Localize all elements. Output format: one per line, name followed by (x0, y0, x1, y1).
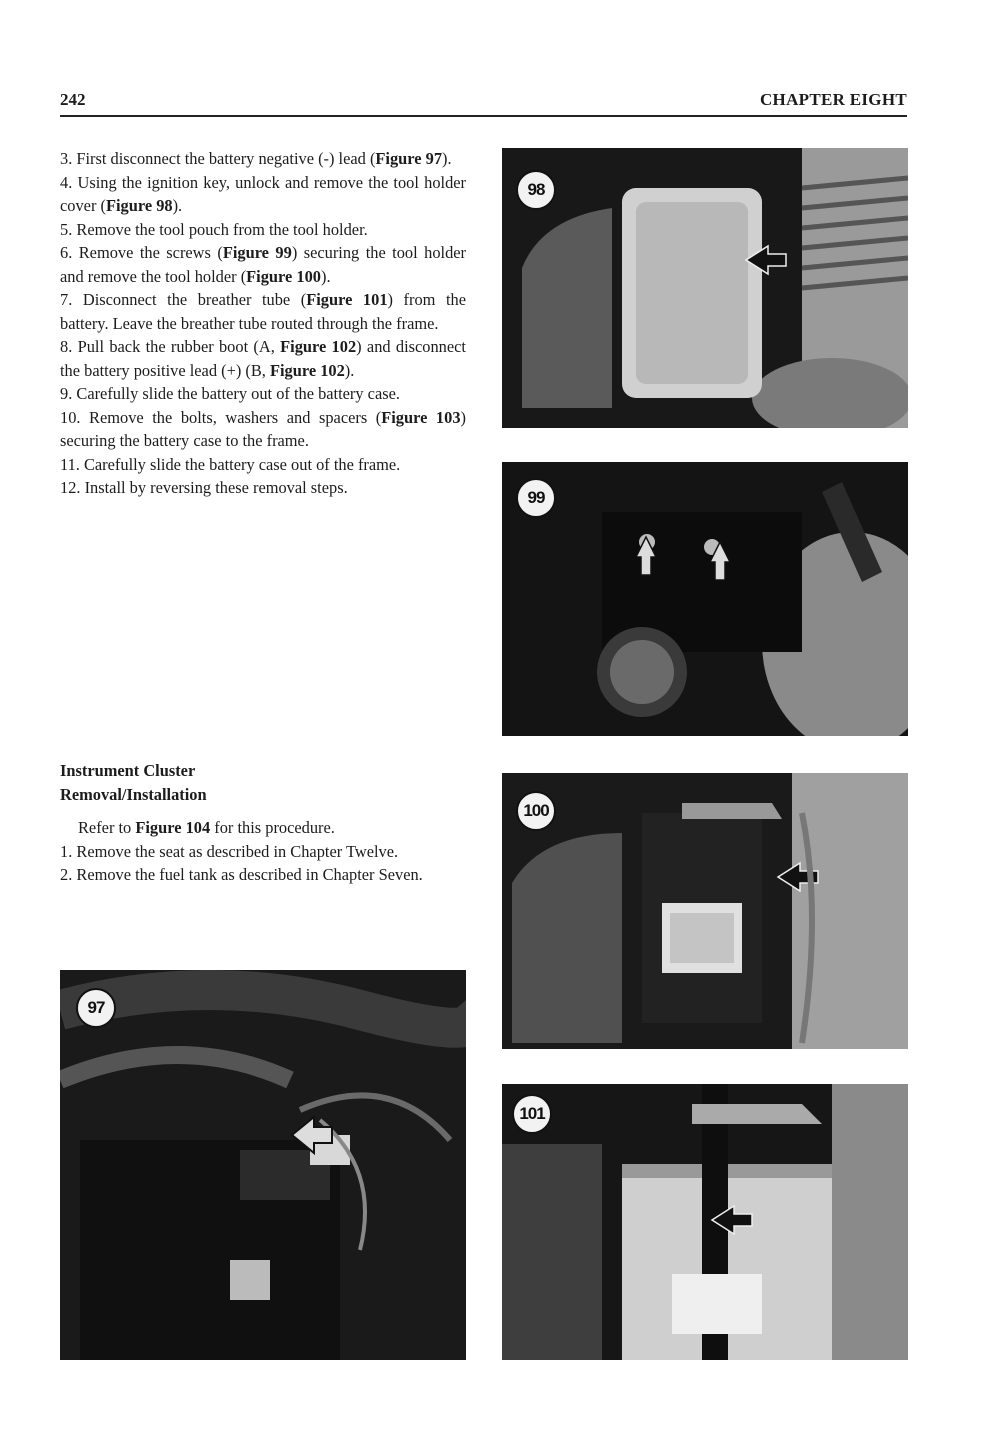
section-heading: Instrument Cluster (60, 761, 196, 780)
figure-ref: Figure 101 (306, 290, 388, 309)
intro-text: for this procedure. (210, 818, 335, 837)
breather-tube-photo (502, 1084, 908, 1360)
step-10 (60, 406, 466, 453)
step-text: 9. Carefully slide the battery out of the battery case. (60, 384, 400, 403)
figure-100-badge: 100 (516, 791, 556, 831)
step-6 (60, 241, 466, 288)
tool-holder-cover-photo (502, 148, 908, 428)
step-7 (60, 288, 466, 335)
figure-101-photo (502, 1084, 908, 1360)
step-text: 4. Using the ignition key, unlock and remove the tool holder cover ( (60, 172, 466, 215)
figure-ref: Figure 102 (269, 360, 345, 380)
section-subheading: Removal/Installation (60, 784, 207, 804)
section-intro (60, 816, 466, 840)
cluster-step-2: 2. Remove the fuel tank as described in Chapter Seven. (60, 865, 423, 884)
removal-steps (60, 147, 466, 500)
chapter-title: CHAPTER EIGHT (759, 90, 907, 109)
intro-text: Refer to (78, 818, 136, 837)
step-text: ) from the battery. Leave the breather tube routed through the frame. (60, 290, 466, 333)
tool-holder-screws-photo (502, 462, 908, 736)
step-text: ) securing the battery case to the frame. (60, 407, 466, 450)
step-text: 7. Disconnect the breather tube ( (60, 290, 307, 309)
figure-ref: Figure 103 (381, 407, 461, 427)
step-11 (60, 453, 466, 477)
figure-ref: Figure 102 (280, 337, 357, 356)
cluster-step-1: 1. Remove the seat as described in Chapter Twelve. (60, 841, 399, 861)
figure-ref: Figure 98 (105, 196, 173, 215)
step-text: 5. Remove the tool pouch from the tool holder. (60, 219, 368, 239)
figure-99-badge: 99 (516, 478, 556, 518)
step-9 (60, 382, 466, 406)
step-text: ) and disconnect the battery positive lead (+) (B, (60, 337, 466, 380)
step-8 (60, 335, 466, 382)
step-5 (60, 218, 466, 242)
figure-ref: Figure 99 (222, 243, 292, 262)
step-text: 12. Install by reversing these removal steps. (60, 478, 348, 497)
instrument-cluster-section (60, 759, 466, 887)
figure-99-photo (502, 462, 908, 736)
figure-98-photo (502, 148, 908, 428)
step-3 (60, 147, 466, 171)
step-text: 6. Remove the screws ( (60, 243, 223, 262)
header-rule (60, 115, 907, 117)
figure-101-badge: 101 (512, 1094, 552, 1134)
tool-holder-removed-photo (502, 773, 908, 1049)
battery-lead-photo (60, 970, 466, 1360)
step-text: ). (442, 149, 452, 168)
figure-ref: Figure 104 (135, 818, 211, 837)
figure-97-badge: 97 (76, 988, 116, 1028)
figure-98-badge: 98 (516, 170, 556, 210)
step-text: ). (172, 196, 183, 215)
step-text: 10. Remove the bolts, washers and spacers ( (60, 407, 382, 427)
page-number: 242 (60, 90, 86, 109)
step-text: 11. Carefully slide the battery case out of the frame. (60, 454, 401, 474)
figure-ref: Figure 97 (375, 149, 443, 168)
step-text: ). (320, 266, 331, 286)
step-text: 8. Pull back the rubber boot (A, (60, 337, 281, 356)
step-text: ) securing the tool holder and remove the tool holder ( (60, 243, 467, 286)
figure-ref: Figure 100 (246, 266, 321, 286)
step-4 (60, 171, 466, 218)
step-text: ). (344, 360, 355, 380)
figure-97-photo (60, 970, 466, 1360)
step-text: 3. First disconnect the battery negative (-) lead ( (60, 149, 376, 168)
step-12 (60, 476, 466, 500)
figure-100-photo (502, 773, 908, 1049)
